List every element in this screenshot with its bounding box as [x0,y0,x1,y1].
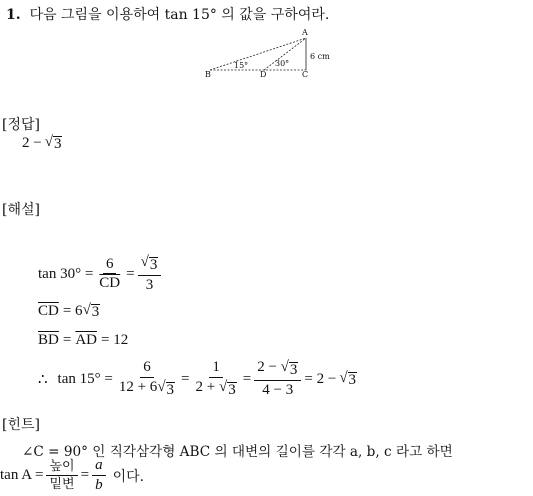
line2-sqrt [83,302,101,321]
solution-header: [해설] [2,202,40,218]
line4-f2-den-prefix: 2 + [195,378,216,395]
line1-f2-sqrt [141,255,159,274]
triangle-figure [200,30,340,80]
line4-f1-num: 6 [140,360,154,378]
line4-result-sqrt [339,370,357,389]
sqrt-symbol: √ [280,359,289,375]
sqrt-symbol: √ [339,369,348,386]
line4-f1-den-prefix: 12 + 6 [118,378,158,395]
hint-fraction-2 [92,458,106,494]
line4-eq2: = [242,370,252,387]
line4-lhs: tan 15° = [57,370,113,387]
line3-segment-bd: $\overline{BD}$ [38,332,59,348]
line2-segment: $\overline{CD}$ [38,302,59,319]
line4-eq1: = [181,370,190,387]
hint-g-num: a [92,458,106,476]
line1-eq: = [126,265,135,282]
line1-f2-radicand: 3 [149,257,158,273]
line4-result-radicand: 3 [348,371,357,388]
line4-fraction-2 [193,360,240,399]
line4-f1-radicand: 3 [166,381,175,398]
hint-eq: = [80,467,90,484]
angle-b-label: 15° [234,61,249,70]
line3-segment-ad: $\overline{AD}$ [75,332,97,348]
hint-f-num: 높이 [46,460,77,476]
line4-f3-sqrt [281,360,299,379]
line1-f1-num: 6 [103,257,117,275]
vertex-d-label: D [260,70,267,79]
line1-fraction-1 [96,257,123,293]
answer-header: [정답] [2,117,40,133]
line4-f2-den [193,378,240,399]
line4-f3-num-prefix: 2 − [257,359,277,375]
vertex-a-label: A [302,28,308,37]
sqrt-symbol: √ [82,302,91,318]
solution-line-1 [38,255,164,294]
hint-fraction-1 [46,460,77,491]
line1-fraction-2 [138,255,162,294]
solution-line-3 [38,332,128,349]
answer-value [22,134,62,153]
line4-fraction-1 [116,360,178,399]
line4-f2-sqrt [219,380,237,399]
sqrt-symbol: √ [157,378,166,395]
line4-f2-radicand: 3 [228,381,236,398]
angle-d-label: 30° [275,59,290,68]
sqrt-symbol: √ [218,378,228,395]
side-ac-label: 6 cm [310,52,330,61]
line4-f3-radicand: 3 [289,362,298,378]
sqrt-symbol: √ [44,134,53,150]
hint-tail: 이다. [112,468,145,485]
problem-line [6,4,329,24]
line4-f3-den: 4 − 3 [262,381,294,398]
line1-lhs: tan 30° = [38,265,94,282]
hint-header: [힌트] [2,417,40,433]
answer-radicand: 3 [53,136,62,152]
sqrt-symbol: √ [140,254,149,270]
vertex-b-label: B [205,70,211,79]
line2-radicand: 3 [91,304,100,320]
line4-fraction-3 [254,360,301,399]
line4-f1-den [116,378,178,399]
line4-f1-sqrt [157,380,175,399]
problem-number: 1. [6,7,21,23]
line3-eq1: = [62,332,72,348]
answer-prefix: 2 − [22,134,42,151]
line4-f2-num: 1 [209,360,223,378]
hint-line-1: ∠C = 90° 인 직각삼각형 ABC 의 대변의 길이를 각각 a, b, c 라고 하면 [22,444,453,460]
solution-line-2 [38,302,100,321]
hint-g-den: b [95,476,103,493]
hint-tan-lhs: tan A = [0,467,44,484]
line4-therefore: ∴ [38,371,48,388]
line3-eq2: = 12 [100,332,129,348]
line4-eq3: = 2 − [304,370,337,387]
line1-f1-den: CD [99,275,121,292]
vertex-c-label: C [302,70,309,79]
line2-eq: = 6 [62,302,83,319]
line4-f3-num [254,360,301,381]
solution-line-4 [38,360,357,399]
hint-f-den: 밑변 [49,476,75,492]
problem-text: 다음 그림을 이용하여 tan 15° 의 값을 구하여라. [29,7,330,23]
answer-sqrt [45,134,63,153]
line1-f2-den: 3 [145,276,154,293]
hint-line-2 [0,458,144,494]
line1-f2-num [138,255,162,276]
